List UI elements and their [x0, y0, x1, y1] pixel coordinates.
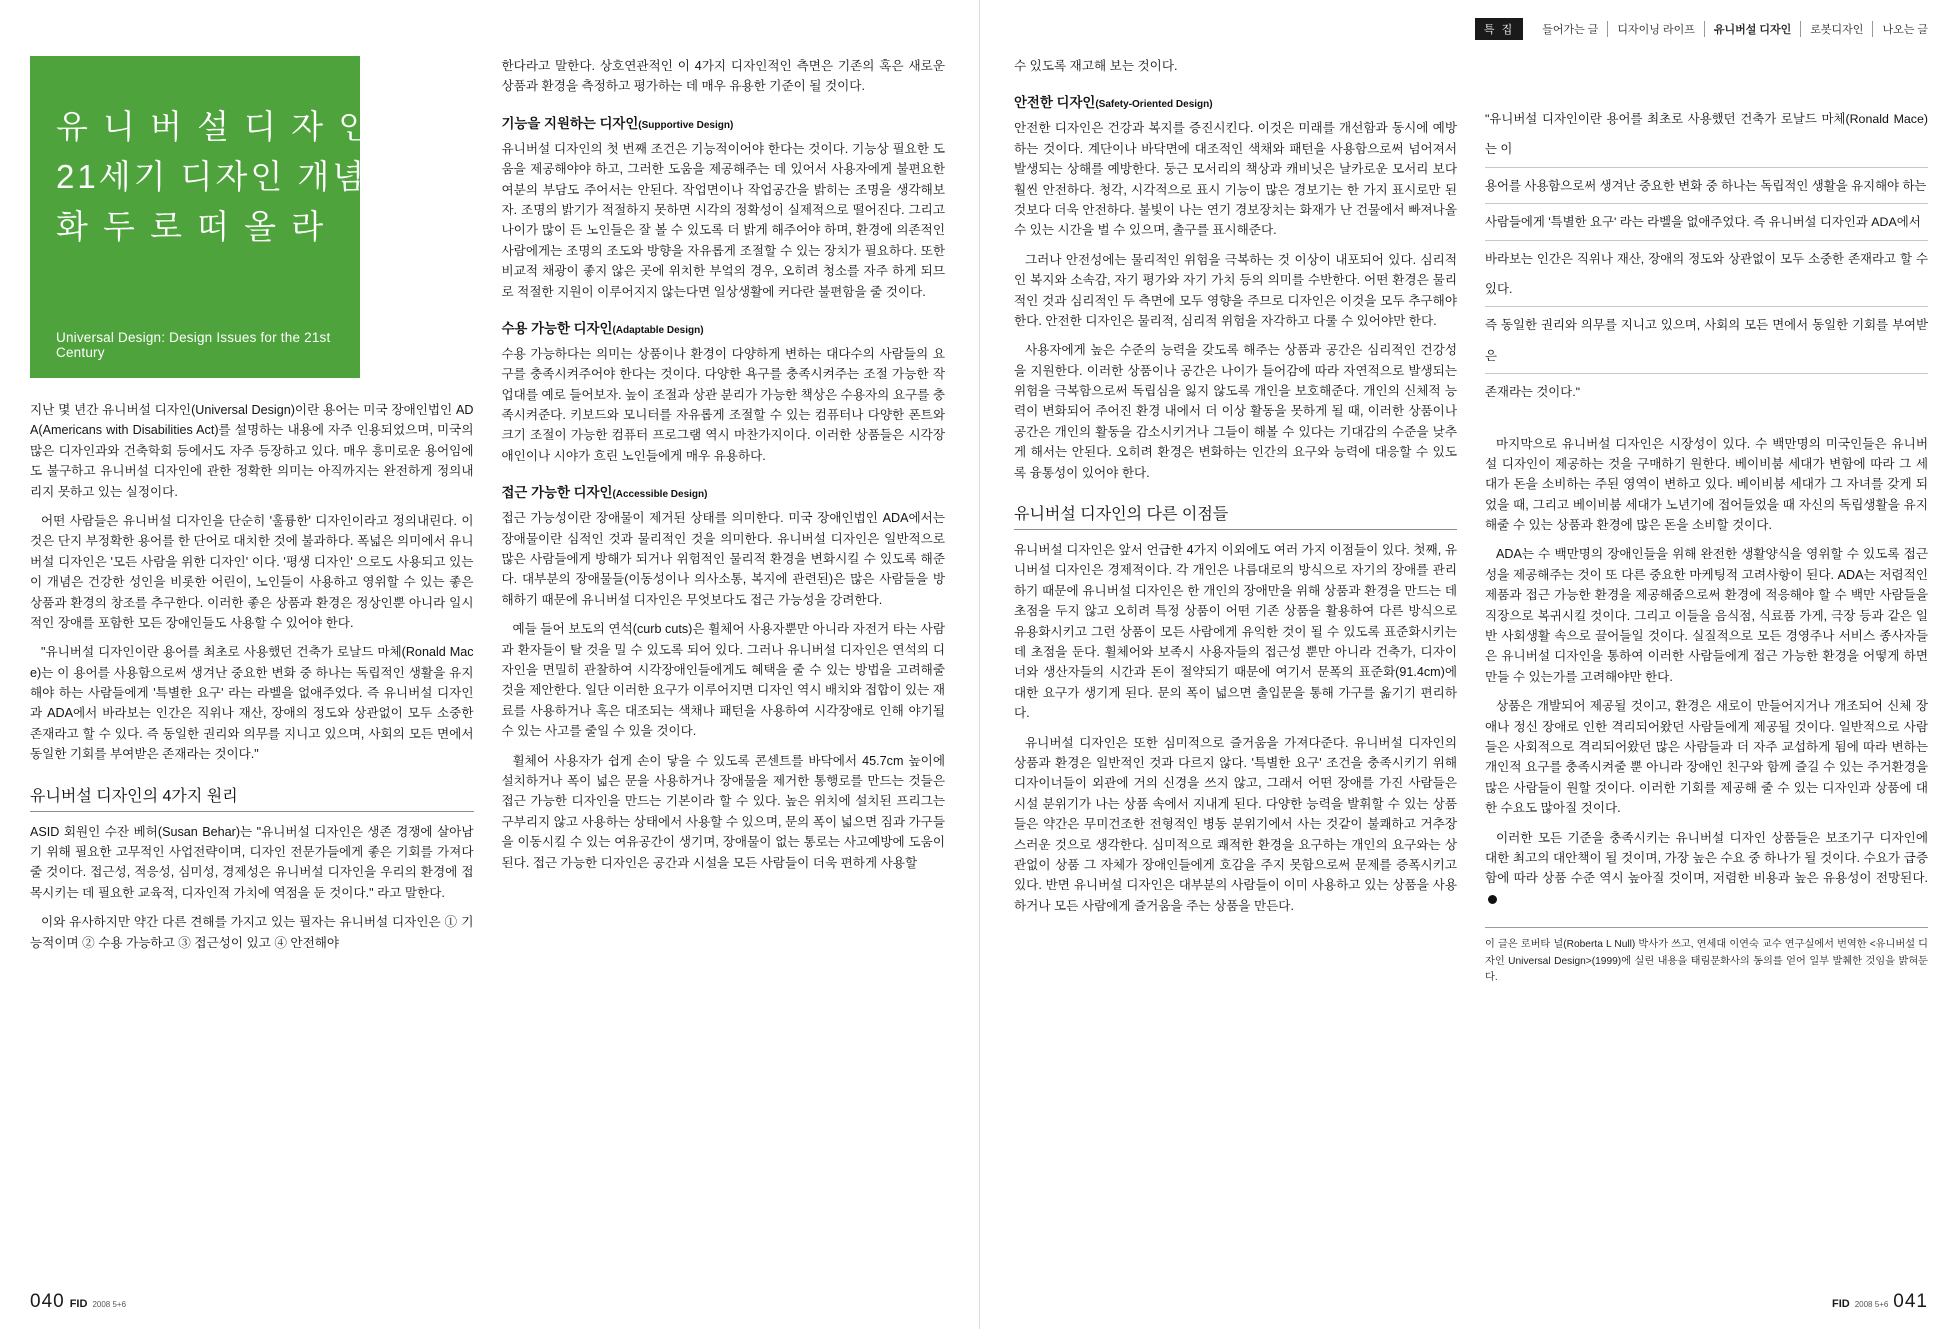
section-heading: 유니버설 디자인의 다른 이점들: [1014, 501, 1457, 530]
body-paragraph: 접근 가능성이란 장애물이 제거된 상태를 의미한다. 미국 장애인법인 ADA에서는 장애물이란 심적인 것과 물리적인 것을 의미한다. 유니버설 디자인은 일반적으로 많은 사람들에게 방해가 되거나 위험적인 물리적 환경을 변화시킬 수 있도록 해준다. 대부분의 장애물들(이동성이나 의사소통, 복지에 관련된)은 많은 사람들을 방해하기 때문에 유니버설 디자인은 무엇보다도 접근 가능성을 강려한다.: [501, 511, 945, 607]
body-paragraph: 어떤 사람들은 유니버설 디자인을 단순히 '훌륭한' 디자인이라고 정의내린다. 이것은 단지 부정확한 용어를 한 단어로 대치한 것에 불과하다. 폭넓은 의미에서 유니버설 디자인은 '모든 사람을 위한 디자인' 이다. '평생 디자인' 으로도 사용되고 있는 이 개념은 건강한 성인을 비롯한 어린이, 노인들이 사용하고 영위할 수 있는 좋은 상품과 환경의 창조를 추구한다. 이러한 좋은 상품과 환경은 정상인뿐 아니라 일시적인 장애를 포함한 모든 장애인들도 사용할 수 있어야 한다.: [30, 513, 474, 630]
body-paragraph: 휠체어 사용자가 쉽게 손이 닿을 수 있도록 콘센트를 바닥에서 45.7cm 높이에 설치하거나 폭이 넓은 문을 사용하거나 장애물을 제거한 통행로를 만드는 것들은 접근 가능한 디자인을 만드는 기본이라 할 수 있다. 높은 위치에 설치된 프리그는 구부리지 않고 사용하는 상태에서 사용할 수 있으며, 문의 폭이 넓으면 짐과 가구들을 이동시킬 수 있는 여유공간이 생기며, 장애물이 없는 통로는 사고예방에 도움이 된다. 접근 가능한 디자인은 공간과 시설을 모든 사람들이 더욱 편하게 사용할: [501, 753, 945, 870]
pull-quote-line: 사람들에게 '특별한 요구' 라는 라벨을 없애주었다. 즉 유니버설 디자인과 ADA에서: [1485, 207, 1928, 240]
nav-item-intro[interactable]: 들어가는 글: [1533, 21, 1608, 37]
right-page: [979, 0, 1958, 1329]
body-paragraph: 마지막으로 유니버설 디자인은 시장성이 있다. 수 백만명의 미국인들은 유니버설 디자인이 제공하는 것을 구매하기 원한다. 베이비붐 세대가 변함에 따라 그 세대가 돈을 소비하는 주된 영역이 변하고 있다. 베이비붐 세대가 그 자녀를 갖게 되었을 때, 그리고 베이비붐 세대가 노년기에 접어들었을 때 자신의 독립생활을 유지해줄 수 있는 상품과 환경에 많은 돈을 소비할 것이다.: [1485, 436, 1928, 533]
body-paragraph-quote: "유니버설 디자인이란 용어를 최초로 사용했던 건축가 로날드 마체(Ronald Mace)는 이 용어를 사용함으로써 생겨난 중요한 변화 중 하나는 독립적인 생활을 유지해야 하는 사람들에게 '특별한 요구' 라는 라벨을 없애주었다. 즉 유니버설 디자인과 ADA에서 바라보는 인간은 직위나 재산, 장애의 정도와 상관없이 모두 소중한 존재라고 할 수 있다. 즉 동일한 권리와 의무를 지니고 있으며, 사회의 모든 면에서 동일한 기회를 부여받은 존재라는 것이다.": [30, 645, 474, 762]
body-paragraph: 유니버설 디자인은 앞서 언급한 4가지 이외에도 여러 가지 이점들이 있다. 첫째, 유니버설 디자인은 경제적이다. 각 개인은 나름대로의 방식으로 자기의 장애를 관리하기 때문에 유니버설 디자인은 한 개인의 장애만을 위해 상품과 환경을 만드는 데 초점을 두지 않고 오히려 특정 상품이 어떤 기존 상품을 활용하여 다른 방식으로 유용화시키고 그런 상품이 모든 사람에게 유익한 것이 될 수 있도록 표준화시키는 데 초점을 둔다. 휠체어와 보족시 사용자들의 접근성 뿐만 아니라 건축가, 디자이너와 생산자들의 시간과 돈이 절약되기 때문에 여기서 문폭의 표준화(91.4cm)에 대한 요구가 생기게 된다. 문의 폭이 넓으면 출입문을 통해 가구를 옮기기 편리하다.: [1014, 543, 1457, 721]
pull-quote-line: 용어를 사용함으로써 생겨난 중요한 변화 중 하나는 독립적인 생활을 유지해야 하는: [1485, 171, 1928, 204]
body-paragraph: 유니버설 디자인의 첫 번째 조건은 기능적이어야 한다는 것이다. 기능상 필요한 도움을 제공해야야 하고, 그러한 도움을 제공해주는 데 있어서 사용자에게 불편요한 여분의 부담도 주어서는 안된다. 작업면이나 작업공간을 밝히는 조명을 생각해보자. 조명의 밝기가 적절하지 못하면 시각의 정확성이 실제적으로 떨어진다. 그리고 나이가 많이 든 노인들은 잘 볼 수 있도록 더 밝게 해주어야 하며, 환경에 의존적인 사람에게는 조명의 조도와 방향을 자유롭게 조절할 수 있는 장치가 필요하다. 또한 비교적 채광이 좋지 않은 곳에 위치한 부엌의 경우, 오히려 청소를 자주 하게 되므로 적절한 지원이 이루어지지 않는다면 일상생활에 커다란 불편함을 줄 것이다.: [501, 141, 945, 299]
body-paragraph: 이와 유사하지만 약간 다른 견해를 가지고 있는 필자는 유니버설 디자인은 ① 기능적이며 ② 수용 가능하고 ③ 접근성이 있고 ④ 안전해야: [30, 915, 474, 950]
issue-date: 2008 5+6: [1854, 1300, 1889, 1309]
cover-title-line-2: 21세기 디자인 개념의: [56, 158, 403, 196]
page-number: 041: [1893, 1291, 1928, 1312]
subsection-heading-accessible: [502, 482, 946, 501]
right-page-columns: [1014, 56, 1928, 1289]
cover-subtitle: Universal Design: Design Issues for the 21st Century: [56, 330, 331, 360]
left-page-columns: [30, 56, 945, 1289]
cover-title-line-3: 화 두 로 떠 올 라: [56, 208, 327, 246]
magazine-name: FID: [69, 1298, 88, 1310]
subsection-heading-en: (Accessible Design): [612, 489, 708, 501]
nav-item-designing-life[interactable]: 디자이닝 라이프: [1608, 21, 1704, 37]
left-column-2: [502, 56, 946, 1289]
body-paragraph: 한다라고 말한다. 상호연관적인 이 4가지 디자인적인 측면은 기존의 혹은 새로운 상품과 환경을 측정하고 평가하는 데 매우 유용한 기준이 될 것이다.: [501, 59, 945, 94]
subsection-heading-safety: [1014, 92, 1457, 111]
subsection-heading-ko: 수용 가능한 디자인: [501, 320, 613, 336]
right-column-2: [1485, 56, 1928, 1289]
section-nav: [1475, 18, 1928, 40]
folio-left: [30, 1291, 126, 1313]
body-paragraph: 유니버설 디자인은 또한 심미적으로 즐거움을 가져다준다. 유니버설 디자인의 상품과 환경은 일반적인 것과 다르지 않다. '특별한 요구' 조건을 충족시키기 위해 디자이너들이 외관에 거의 신경을 쓰지 않고, 그래서 어떤 장애를 가진 사람들은 시설 분위기가 나는 상품 속에서 지내게 된다. 다양한 능력을 발휘할 수 있는 상품들은 약간은 무미건조한 전형적인 병동 분위기에서 사는 것같이 불쾌하고 거추장스러운 것으로 생각한다. 심미적으로 쾌적한 환경을 요구하는 개인의 요구와는 상관없이 상품 그 자체가 장애인들에게 호감을 주지 못함으로써 문제를 증폭시키고 있다. 반면 유니버설 디자인은 대부분의 사람들이 이미 사용하고 있는 상품을 사용하거나 모든 사람에게 즐거움을 주는 상품을 만든다.: [1014, 735, 1457, 913]
body-paragraph-final-text: 이러한 모든 기준을 충족시키는 유니버설 디자인 상품들은 보조기구 디자인에 대한 최고의 대안책이 될 것이며, 가장 높은 수요 중 하나가 될 것이다. 수요가 급증함에 따라 상품 수준 역시 높아질 것이며, 저렴한 비용과 높은 유용성이 전망된다.: [1485, 830, 1928, 886]
nav-item-outro[interactable]: 나오는 글: [1882, 24, 1928, 36]
left-column-1: [30, 56, 474, 1289]
body-paragraph: 예들 들어 보도의 연석(curb cuts)은 휠체어 사용자뿐만 아니라 자전거 타는 사람과 환자들이 탈 것을 밀 수 있도록 되어 있다. 그러나 유니버설 디자인은 연석의 디자인을 면밀히 관찰하여 시각장애인들에게도 혜택을 줄 수 있는 방법을 고려해줄 것을 제안한다. 일단 이러한 요구가 이루어지면 디자인 역시 배치와 접합이 있는 재료를 사용하거나 혹은 대조되는 색채나 패턴을 사용하여 시각장애로 인해 야기될 수 있는 사고를 줄일 수 있을 것이다.: [501, 622, 945, 739]
subsection-heading-ko: 기능을 지원하는 디자인: [501, 115, 639, 131]
pull-quote-line: "유니버설 디자인이란 용어를 최초로 사용했던 건축가 로날드 마체(Ronald Mace)는 이: [1485, 104, 1928, 168]
body-paragraph: 사용자에게 높은 수준의 능력을 갖도록 해주는 상품과 공간은 심리적인 건강성을 지원한다. 이러한 상품이나 공간은 나이가 들어감에 따라 자연적으로 발생되는 위험을 극복함으로써 독립심을 잃지 않도록 개인을 보호해준다. 개인의 신체적 능력이 변화되어 주어진 환경 내에서 더 이상 활동을 못하게 될 때, 이러한 상품이나 공간은 개인의 활동을 감소시키거나 그들이 해볼 수 있다는 기대감의 수준을 낮추게 해서는 안된다. 오히려 환경은 변화하는 인간의 요구와 능력에 대응할 수 있도록 융통성이 있어야 한다.: [1014, 343, 1457, 480]
footnote: 이 글은 로버타 널(Roberta L Null) 박사가 쓰고, 연세대 이연숙 교수 연구실에서 번역한 <유니버설 디자인 Universal Design>(1999)에 실린 내용을 태림문화사의 동의를 얻어 일부 발췌한 것임을 밝혀둔다.: [1485, 927, 1928, 987]
pull-quote-line: 존재라는 것이다.": [1485, 385, 1581, 400]
body-paragraph-final: [1485, 828, 1928, 910]
pull-quote-line: 즉 동일한 권리와 의무를 지니고 있으며, 사회의 모든 면에서 동일한 기회를 부여받은: [1485, 310, 1928, 374]
nav-item-universal-design[interactable]: 유니버설 디자인: [1705, 21, 1801, 37]
subsection-heading-ko: 접근 가능한 디자인: [501, 485, 613, 501]
pull-quote-line: 바라보는 인간은 직위나 재산, 장애의 정도와 상관없이 모두 소중한 존재라고 할 수 있다.: [1485, 244, 1928, 308]
folio-right: [1832, 1291, 1928, 1313]
cover-block: [30, 56, 403, 378]
nav-item-robot-design[interactable]: 로봇디자인: [1801, 21, 1873, 37]
body-paragraph: 수용 가능하다는 의미는 상품이나 환경이 다양하게 변하는 대다수의 사람들의 요구를 충족시켜주어야 한다는 것이다. 다양한 욕구를 충족시켜주는 조절 가능한 작업대를 예로 들어보자. 높이 조절과 상관 분리가 가능한 책상은 수용자의 요구를 충족시켜준다. 키보드와 모니터를 자유롭게 조절할 수 있는 컴퓨터나 다양한 폰트와 크기 조절이 가능한 컴퓨터 프로그램 역시 마찬가지이다. 이러한 상품들은 시각장애인이나 시야가 흐린 노인들에게 매우 유용하다.: [501, 346, 945, 463]
body-paragraph: 안전한 디자인은 건강과 복지를 증진시킨다. 이것은 미래를 개선함과 동시에 예방하는 것이다. 계단이나 바닥면에 대조적인 색채와 패턴을 사용함으로써 넘어져서 발생되는 상해를 예방한다. 둥근 모서리의 책상과 캐비닛은 날카로운 모서리 보다 훨씬 안전하다. 청각, 시각적으로 표시 기능이 많은 경보기는 한 가지 표시로만 된 것보다 더욱 안전하다. 불빛이 나는 연기 경보장치는 화재가 난 건물에서 빠져나올 수 있는 시간을 벌 수 있으며, 출구를 표시해준다.: [1014, 121, 1457, 238]
magazine-name: FID: [1831, 1298, 1850, 1310]
body-paragraph: ASID 회원인 수잔 베허(Susan Behar)는 "유니버설 디자인은 생존 경쟁에 살아남기 위해 필요한 고무적인 사업전략이며, 디자인 전문가들에게 좋은 기회를 가져다 줄 것이다. 접근성, 적응성, 심미성, 경제성은 유니버설 디자인을 우리의 환경에 접목시키는 데 필요한 교육적, 디자인적 가치에 역점을 둔 것이다." 라고 말한다.: [30, 824, 474, 900]
body-paragraph: 지난 몇 년간 유니버설 디자인(Universal Design)이란 용어는 미국 장애인법인 ADA(Americans with Disabilities Act)를 설명하는 내용에 자주 인용되었으며, 미국의 많은 디자인과와 건축학회 등에서도 자주 등장하고 있다. 매우 흥미로운 용어임에도 불구하고 유니버설 디자인에 관한 정확한 의미는 아직까지는 완전하게 정의내리지 못하고 있는 실정이다.: [30, 403, 474, 499]
cover-title-line-1: 유 니 버 설 디 자 인: [56, 108, 374, 145]
section-tag: 특 집: [1475, 18, 1523, 40]
issue-date: 2008 5+6: [92, 1300, 127, 1309]
subsection-heading-ko: 안전한 디자인: [1014, 95, 1096, 111]
body-paragraph: ADA는 수 백만명의 장애인들을 위해 완전한 생활양식을 영위할 수 있도록 접근성을 제공해주는 것이 또 다른 중요한 마케팅적 고려사항이 된다. ADA는 저렴적인 제품과 접근 가능한 환경을 제공해줌으로써 환경에 적응해야 할 수 백만 사람들을 직장으로 복귀시킬 것이다. 그리고 이들을 음식점, 식료품 가게, 극장 등과 같은 일반 사회생활 속으로 끌어들일 것이다. 실질적으로 모든 경영주나 서비스 종사자들은 유니버설 디자인을 통하여 이러한 사람들에게 접근 가능한 환경을 어떻게 하면 만들 수 있는가를 고려해야만 한다.: [1485, 547, 1928, 684]
section-heading: 유니버설 디자인의 4가지 원리: [30, 783, 474, 812]
subsection-heading-adaptable: [502, 318, 946, 337]
cover-title: [56, 102, 403, 252]
right-column-1: [1014, 56, 1457, 1289]
body-paragraph: 수 있도록 재고해 보는 것이다.: [1014, 59, 1178, 73]
end-mark-icon: [1488, 895, 1497, 904]
pull-quote: [1485, 104, 1928, 408]
page-number: 040: [30, 1291, 65, 1312]
subsection-heading-en: (Safety-Oriented Design): [1095, 99, 1213, 111]
subsection-heading-en: (Adaptable Design): [612, 324, 704, 336]
subsection-heading-supportive: [502, 113, 946, 132]
body-paragraph: 그러나 안전성에는 물리적인 위험을 극복하는 것 이상이 내포되어 있다. 심리적인 복지와 소속감, 자기 평가와 자기 가치 등의 의미를 수반한다. 어떤 환경은 물리적인 것과 심리적인 두 측면에 모두 영향을 주므로 디자인은 이것을 모두 추구해야 한다. 안전한 디자인은 물리적, 심리적 위험을 자각하고 다룰 수 있어야만 한다.: [1014, 252, 1457, 328]
subsection-heading-en: (Supportive Design): [638, 119, 734, 131]
body-paragraph: 상품은 개발되어 제공될 것이고, 환경은 새로이 만들어지거나 개조되어 신체 장애나 정신 장애로 인한 격리되어왔던 사람들에게 제공될 것이다. 일반적으로 사람들은 사회적으로 격리되어왔던 많은 사람들과 더 자주 교섭하게 됨에 따라 변하는 개인적 요구를 충족시켜줄 뿐 아니라 장애인 친구와 함께 즐길 수 있는 주거환경을 많은 사람들이 원할 것이다. 이러한 기회를 제공해 줄 수 있는 디자인과 상품에 대한 수요도 많아질 것이다.: [1485, 699, 1928, 816]
